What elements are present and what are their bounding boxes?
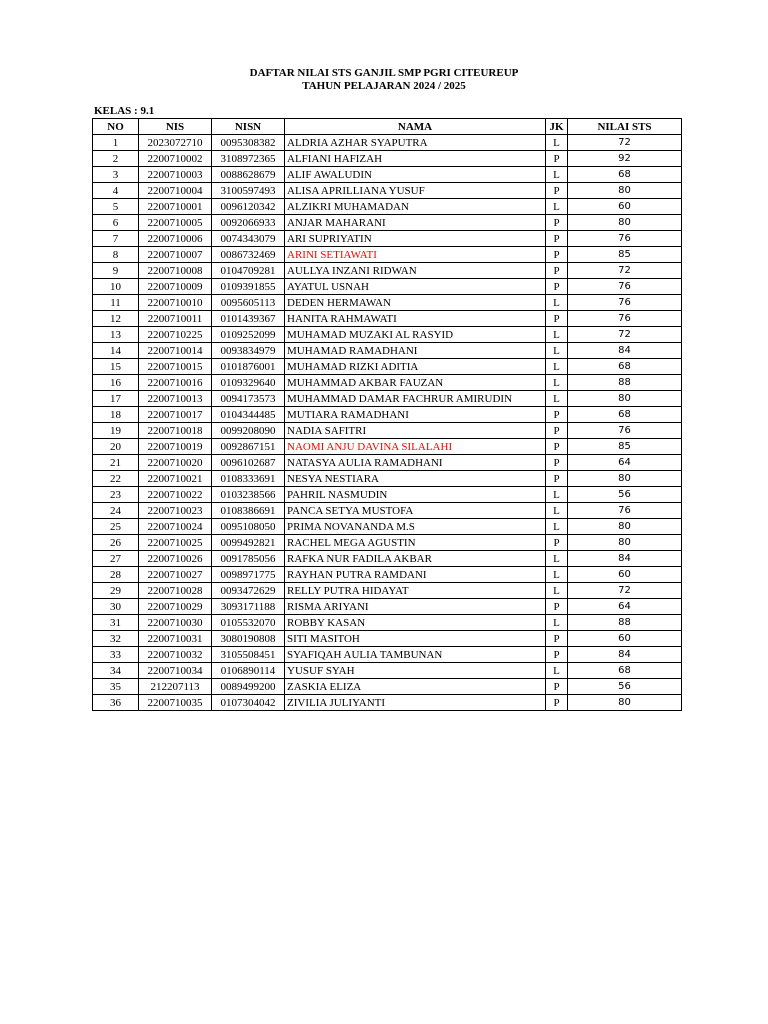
cell-nama: PANCA SETYA MUSTOFA (285, 503, 546, 519)
cell-nis: 2200710005 (139, 215, 212, 231)
cell-jk: L (546, 327, 568, 343)
cell-nilai-sts: 84 (568, 647, 682, 663)
grades-table (92, 118, 682, 711)
table-row (93, 215, 682, 231)
cell-nama: YUSUF SYAH (285, 663, 546, 679)
table-row (93, 439, 682, 455)
table-row (93, 263, 682, 279)
cell-nis: 2023072710 (139, 135, 212, 151)
cell-no: 35 (93, 679, 139, 695)
cell-nisn: 0108333691 (212, 471, 285, 487)
cell-nis: 2200710016 (139, 375, 212, 391)
cell-nilai-sts: 60 (568, 567, 682, 583)
cell-nama: NATASYA AULIA RAMADHANI (285, 455, 546, 471)
table-row (93, 343, 682, 359)
cell-nilai-sts: 85 (568, 247, 682, 263)
cell-nama: NAOMI ANJU DAVINA SILALAHI (285, 439, 546, 455)
header-nama: NAMA (285, 119, 546, 135)
table-row (93, 423, 682, 439)
cell-no: 34 (93, 663, 139, 679)
cell-nama: MUTIARA RAMADHANI (285, 407, 546, 423)
cell-nilai-sts: 68 (568, 359, 682, 375)
cell-nilai-sts: 84 (568, 551, 682, 567)
cell-nilai-sts: 76 (568, 311, 682, 327)
cell-nama: AYATUL USNAH (285, 279, 546, 295)
cell-nama: PAHRIL NASMUDIN (285, 487, 546, 503)
cell-no: 32 (93, 631, 139, 647)
cell-nama: DEDEN HERMAWAN (285, 295, 546, 311)
cell-nama: MUHAMMAD AKBAR FAUZAN (285, 375, 546, 391)
cell-no: 19 (93, 423, 139, 439)
cell-nis: 2200710030 (139, 615, 212, 631)
cell-nilai-sts: 56 (568, 679, 682, 695)
cell-no: 12 (93, 311, 139, 327)
cell-nis: 2200710009 (139, 279, 212, 295)
cell-no: 15 (93, 359, 139, 375)
cell-jk: P (546, 151, 568, 167)
cell-jk: L (546, 295, 568, 311)
table-body (93, 135, 682, 711)
cell-no: 18 (93, 407, 139, 423)
cell-nama: ZIVILIA JULIYANTI (285, 695, 546, 711)
cell-jk: P (546, 535, 568, 551)
cell-jk: P (546, 279, 568, 295)
cell-nisn: 0108386691 (212, 503, 285, 519)
table-row (93, 407, 682, 423)
header-jk: JK (546, 119, 568, 135)
cell-nisn: 0089499200 (212, 679, 285, 695)
cell-no: 13 (93, 327, 139, 343)
cell-nis: 2200710019 (139, 439, 212, 455)
cell-nama: ALZIKRI MUHAMADAN (285, 199, 546, 215)
cell-nis: 2200710034 (139, 663, 212, 679)
cell-jk: P (546, 183, 568, 199)
cell-nisn: 0099208090 (212, 423, 285, 439)
table-row (93, 535, 682, 551)
table-row (93, 695, 682, 711)
cell-nilai-sts: 84 (568, 343, 682, 359)
cell-jk: P (546, 439, 568, 455)
table-row (93, 199, 682, 215)
cell-jk: P (546, 647, 568, 663)
cell-nama: RAYHAN PUTRA RAMDANI (285, 567, 546, 583)
cell-nilai-sts: 72 (568, 327, 682, 343)
cell-nama: ALISA APRILLIANA YUSUF (285, 183, 546, 199)
cell-nisn: 0093834979 (212, 343, 285, 359)
cell-nis: 2200710006 (139, 231, 212, 247)
cell-nilai-sts: 80 (568, 519, 682, 535)
cell-nisn: 3093171188 (212, 599, 285, 615)
cell-nilai-sts: 72 (568, 135, 682, 151)
cell-no: 33 (93, 647, 139, 663)
cell-nama: NADIA SAFITRI (285, 423, 546, 439)
cell-nisn: 0095308382 (212, 135, 285, 151)
cell-no: 24 (93, 503, 139, 519)
document-subtitle: TAHUN PELAJARAN 2024 / 2025 (302, 80, 466, 92)
table-row (93, 151, 682, 167)
cell-nama: AULLYA INZANI RIDWAN (285, 263, 546, 279)
table-row (93, 631, 682, 647)
cell-no: 36 (93, 695, 139, 711)
cell-no: 7 (93, 231, 139, 247)
cell-no: 21 (93, 455, 139, 471)
cell-jk: P (546, 455, 568, 471)
cell-nis: 2200710008 (139, 263, 212, 279)
table-row (93, 311, 682, 327)
cell-jk: P (546, 423, 568, 439)
cell-nilai-sts: 60 (568, 631, 682, 647)
cell-nama: MUHAMAD RIZKI ADITIA (285, 359, 546, 375)
cell-nis: 2200710017 (139, 407, 212, 423)
cell-nis: 2200710010 (139, 295, 212, 311)
cell-nama: MUHAMAD RAMADHANI (285, 343, 546, 359)
cell-nisn: 0092066933 (212, 215, 285, 231)
table-row (93, 615, 682, 631)
cell-no: 20 (93, 439, 139, 455)
cell-no: 22 (93, 471, 139, 487)
cell-nilai-sts: 64 (568, 599, 682, 615)
cell-no: 17 (93, 391, 139, 407)
table-row (93, 231, 682, 247)
cell-nis: 212207113 (139, 679, 212, 695)
cell-nilai-sts: 80 (568, 471, 682, 487)
cell-nama: MUHAMAD MUZAKI AL RASYID (285, 327, 546, 343)
cell-nilai-sts: 88 (568, 375, 682, 391)
cell-nama: NESYA NESTIARA (285, 471, 546, 487)
cell-nisn: 3108972365 (212, 151, 285, 167)
cell-no: 2 (93, 151, 139, 167)
cell-nisn: 3105508451 (212, 647, 285, 663)
cell-nisn: 0088628679 (212, 167, 285, 183)
cell-nis: 2200710007 (139, 247, 212, 263)
table-row (93, 583, 682, 599)
cell-jk: L (546, 615, 568, 631)
cell-nisn: 0096102687 (212, 455, 285, 471)
table-row (93, 167, 682, 183)
table-row (93, 279, 682, 295)
cell-no: 3 (93, 167, 139, 183)
cell-nama: ROBBY KASAN (285, 615, 546, 631)
cell-nis: 2200710032 (139, 647, 212, 663)
cell-nis: 2200710013 (139, 391, 212, 407)
cell-no: 31 (93, 615, 139, 631)
cell-no: 5 (93, 199, 139, 215)
table-row (93, 647, 682, 663)
table-row (93, 183, 682, 199)
cell-nilai-sts: 80 (568, 535, 682, 551)
cell-nis: 2200710021 (139, 471, 212, 487)
cell-nis: 2200710004 (139, 183, 212, 199)
cell-nama: ZASKIA ELIZA (285, 679, 546, 695)
header-nilai-sts: NILAI STS (568, 119, 682, 135)
cell-jk: P (546, 471, 568, 487)
cell-jk: P (546, 263, 568, 279)
cell-nilai-sts: 76 (568, 279, 682, 295)
cell-jk: P (546, 231, 568, 247)
cell-nis: 2200710027 (139, 567, 212, 583)
header-no: NO (93, 119, 139, 135)
cell-nama: ARI SUPRIYATIN (285, 231, 546, 247)
cell-jk: L (546, 375, 568, 391)
cell-nisn: 0094173573 (212, 391, 285, 407)
cell-jk: L (546, 135, 568, 151)
table-row (93, 679, 682, 695)
cell-nisn: 0109329640 (212, 375, 285, 391)
table-row (93, 487, 682, 503)
table-row (93, 391, 682, 407)
cell-nis: 2200710225 (139, 327, 212, 343)
cell-jk: L (546, 663, 568, 679)
cell-nilai-sts: 56 (568, 487, 682, 503)
cell-jk: L (546, 503, 568, 519)
cell-nisn: 0096120342 (212, 199, 285, 215)
cell-no: 29 (93, 583, 139, 599)
cell-nama: SYAFIQAH AULIA TAMBUNAN (285, 647, 546, 663)
cell-no: 23 (93, 487, 139, 503)
cell-no: 8 (93, 247, 139, 263)
cell-nilai-sts: 76 (568, 503, 682, 519)
document-title: DAFTAR NILAI STS GANJIL SMP PGRI CITEUREUP (249, 67, 519, 79)
cell-nama: ARINI SETIAWATI (285, 247, 546, 263)
cell-nis: 2200710003 (139, 167, 212, 183)
cell-nis: 2200710020 (139, 455, 212, 471)
cell-nisn: 3080190808 (212, 631, 285, 647)
table-row (93, 599, 682, 615)
cell-nisn: 0104344485 (212, 407, 285, 423)
cell-nama: RISMA ARIYANI (285, 599, 546, 615)
cell-nilai-sts: 64 (568, 455, 682, 471)
cell-nis: 2200710022 (139, 487, 212, 503)
cell-nilai-sts: 85 (568, 439, 682, 455)
cell-nisn: 0099492821 (212, 535, 285, 551)
cell-nis: 2200710025 (139, 535, 212, 551)
cell-jk: P (546, 215, 568, 231)
cell-nilai-sts: 72 (568, 263, 682, 279)
cell-nilai-sts: 80 (568, 183, 682, 199)
cell-no: 14 (93, 343, 139, 359)
cell-nis: 2200710024 (139, 519, 212, 535)
cell-nisn: 0109391855 (212, 279, 285, 295)
table-row (93, 503, 682, 519)
table-header-row (93, 119, 682, 135)
cell-nama: HANITA RAHMAWATI (285, 311, 546, 327)
cell-nis: 2200710028 (139, 583, 212, 599)
cell-nilai-sts: 68 (568, 407, 682, 423)
cell-no: 10 (93, 279, 139, 295)
cell-nisn: 0101439367 (212, 311, 285, 327)
class-label: KELAS : 9.1 (94, 105, 155, 117)
cell-nis: 2200710026 (139, 551, 212, 567)
cell-nilai-sts: 80 (568, 391, 682, 407)
cell-nisn: 3100597493 (212, 183, 285, 199)
cell-nilai-sts: 76 (568, 295, 682, 311)
table-row (93, 455, 682, 471)
cell-jk: P (546, 679, 568, 695)
cell-jk: L (546, 551, 568, 567)
cell-jk: P (546, 247, 568, 263)
cell-no: 30 (93, 599, 139, 615)
cell-nilai-sts: 68 (568, 663, 682, 679)
cell-nama: ALDRIA AZHAR SYAPUTRA (285, 135, 546, 151)
cell-nama: RELLY PUTRA HIDAYAT (285, 583, 546, 599)
cell-nilai-sts: 76 (568, 423, 682, 439)
cell-nis: 2200710014 (139, 343, 212, 359)
table-row (93, 551, 682, 567)
table-row (93, 375, 682, 391)
cell-no: 28 (93, 567, 139, 583)
table-row (93, 519, 682, 535)
cell-jk: L (546, 487, 568, 503)
cell-nisn: 0107304042 (212, 695, 285, 711)
cell-no: 4 (93, 183, 139, 199)
cell-nilai-sts: 92 (568, 151, 682, 167)
cell-nama: MUHAMMAD DAMAR FACHRUR AMIRUDIN (285, 391, 546, 407)
cell-jk: L (546, 167, 568, 183)
cell-jk: L (546, 343, 568, 359)
cell-jk: P (546, 311, 568, 327)
cell-jk: P (546, 695, 568, 711)
cell-nisn: 0095108050 (212, 519, 285, 535)
table-row (93, 295, 682, 311)
cell-nama: ALIF AWALUDIN (285, 167, 546, 183)
cell-nisn: 0086732469 (212, 247, 285, 263)
table-row (93, 327, 682, 343)
cell-nilai-sts: 72 (568, 583, 682, 599)
cell-nama: RAFKA NUR FADILA AKBAR (285, 551, 546, 567)
cell-nis: 2200710001 (139, 199, 212, 215)
cell-nisn: 0105532070 (212, 615, 285, 631)
header-nis: NIS (139, 119, 212, 135)
table-row (93, 359, 682, 375)
cell-nama: SITI MASITOH (285, 631, 546, 647)
cell-nisn: 0092867151 (212, 439, 285, 455)
cell-jk: L (546, 519, 568, 535)
cell-no: 25 (93, 519, 139, 535)
cell-no: 27 (93, 551, 139, 567)
cell-nisn: 0093472629 (212, 583, 285, 599)
cell-jk: L (546, 391, 568, 407)
cell-nilai-sts: 76 (568, 231, 682, 247)
cell-nisn: 0104709281 (212, 263, 285, 279)
cell-jk: L (546, 583, 568, 599)
cell-jk: L (546, 359, 568, 375)
cell-no: 16 (93, 375, 139, 391)
cell-nis: 2200710023 (139, 503, 212, 519)
cell-nisn: 0091785056 (212, 551, 285, 567)
cell-nama: PRIMA NOVANANDA M.S (285, 519, 546, 535)
table-row (93, 567, 682, 583)
cell-nama: ALFIANI HAFIZAH (285, 151, 546, 167)
cell-nis: 2200710011 (139, 311, 212, 327)
cell-nilai-sts: 80 (568, 215, 682, 231)
cell-no: 26 (93, 535, 139, 551)
cell-jk: P (546, 631, 568, 647)
cell-nama: RACHEL MEGA AGUSTIN (285, 535, 546, 551)
cell-nisn: 0095605113 (212, 295, 285, 311)
cell-nama: ANJAR MAHARANI (285, 215, 546, 231)
cell-nisn: 0109252099 (212, 327, 285, 343)
cell-nisn: 0101876001 (212, 359, 285, 375)
table-row (93, 663, 682, 679)
table-row (93, 247, 682, 263)
cell-no: 11 (93, 295, 139, 311)
cell-no: 1 (93, 135, 139, 151)
cell-nilai-sts: 80 (568, 695, 682, 711)
cell-nis: 2200710029 (139, 599, 212, 615)
cell-nis: 2200710018 (139, 423, 212, 439)
cell-no: 9 (93, 263, 139, 279)
cell-jk: P (546, 407, 568, 423)
cell-jk: L (546, 567, 568, 583)
cell-nisn: 0074343079 (212, 231, 285, 247)
cell-nis: 2200710015 (139, 359, 212, 375)
cell-nis: 2200710031 (139, 631, 212, 647)
cell-jk: L (546, 199, 568, 215)
cell-nisn: 0103238566 (212, 487, 285, 503)
cell-nis: 2200710035 (139, 695, 212, 711)
cell-nilai-sts: 68 (568, 167, 682, 183)
table-row (93, 471, 682, 487)
cell-nisn: 0098971775 (212, 567, 285, 583)
cell-nisn: 0106890114 (212, 663, 285, 679)
cell-nis: 2200710002 (139, 151, 212, 167)
header-nisn: NISN (212, 119, 285, 135)
table-row (93, 135, 682, 151)
cell-nilai-sts: 60 (568, 199, 682, 215)
cell-jk: P (546, 599, 568, 615)
cell-no: 6 (93, 215, 139, 231)
cell-nilai-sts: 88 (568, 615, 682, 631)
